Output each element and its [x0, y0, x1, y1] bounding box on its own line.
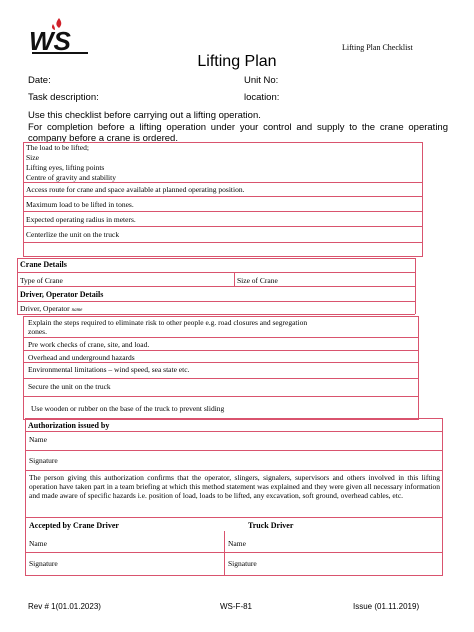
- footer-rev: Rev # 1(01.01.2023): [28, 602, 101, 611]
- page-title: Lifting Plan: [197, 53, 277, 70]
- checklist-item-wooden-base: Use wooden or rubber on the base of the truck to prevent sliding: [31, 404, 225, 413]
- type-of-crane-label: Type of Crane: [20, 276, 63, 285]
- checklist-item-pre-work: Pre work checks of crane, site, and load.: [28, 340, 150, 349]
- driver-operator-name-small: name: [71, 308, 83, 313]
- size-of-crane-label: Size of Crane: [237, 276, 278, 285]
- authorization-heading: Authorization issued by: [28, 421, 110, 430]
- crane-driver-heading: Accepted by Crane Driver: [29, 521, 119, 530]
- checklist-item-centre-gravity: Centre of gravity and stability: [26, 173, 116, 182]
- authorization-statement: The person giving this authorization confirms that the operator, slingers, signalers, supervisors and others involved in this lifting operation have taken part in a team briefing at which this method statement was explained and they were given all necessary information and made aware of specific hazards i.e. position of load, loads to be lifted, any excavation, soft ground, overhead cables, etc.: [29, 473, 440, 500]
- task-description-label: Task description:: [28, 92, 99, 103]
- footer-form-number: WS-F-81: [220, 602, 252, 611]
- checklist-item-size: Size: [26, 153, 39, 162]
- authorization-signature-label: Signature: [29, 456, 58, 465]
- date-label: Date:: [28, 75, 51, 86]
- checklist-item-access-route: Access route for crane and space available at planned operating position.: [26, 185, 245, 194]
- crane-driver-signature-label: Signature: [29, 559, 58, 568]
- checklist-item-hazards: Overhead and underground hazards: [28, 353, 135, 362]
- intro-line-2: For completion before a lifting operation under your control and supply to the crane operating company before a crane is ordered.: [28, 122, 448, 144]
- truck-driver-heading: Truck Driver: [248, 521, 294, 530]
- footer-issue: Issue (01.11.2019): [353, 602, 420, 611]
- doc-type-label: Lifting Plan Checklist: [342, 43, 413, 52]
- truck-driver-name-label: Name: [228, 539, 246, 548]
- unit-no-label: Unit No:: [244, 75, 279, 86]
- checklist-item-centerlize: Centerlize the unit on the truck: [26, 230, 120, 239]
- checklist-item-load: The load to be lifted;: [26, 143, 89, 152]
- driver-operator-text: Driver, Operator: [20, 304, 70, 313]
- svg-text:WS: WS: [29, 26, 71, 56]
- company-logo: [26, 16, 96, 56]
- truck-driver-signature-label: Signature: [228, 559, 257, 568]
- crane-driver-name-label: Name: [29, 539, 47, 548]
- authorization-name-label: Name: [29, 435, 47, 444]
- crane-details-heading: Crane Details: [20, 260, 67, 269]
- flame-logo-icon: [26, 16, 96, 56]
- driver-details-heading: Driver, Operator Details: [20, 290, 104, 299]
- checklist-item-lifting-eyes: Lifting eyes, lifting points: [26, 163, 105, 172]
- checklist-item-radius: Expected operating radius in meters.: [26, 215, 136, 224]
- checklist-item-max-load: Maximum load to be lifted in tones.: [26, 200, 134, 209]
- intro-line-1: Use this checklist before carrying out a lifting operation.: [28, 110, 261, 121]
- checklist-item-secure-unit: Secure the unit on the truck: [28, 382, 111, 391]
- checklist-item-eliminate-risk: Explain the steps required to eliminate risk to other people e.g. road closures and segregation zones.: [28, 318, 308, 336]
- location-label: location:: [244, 92, 280, 103]
- checklist-item-environment: Environmental limitations – wind speed, sea state etc.: [28, 365, 190, 374]
